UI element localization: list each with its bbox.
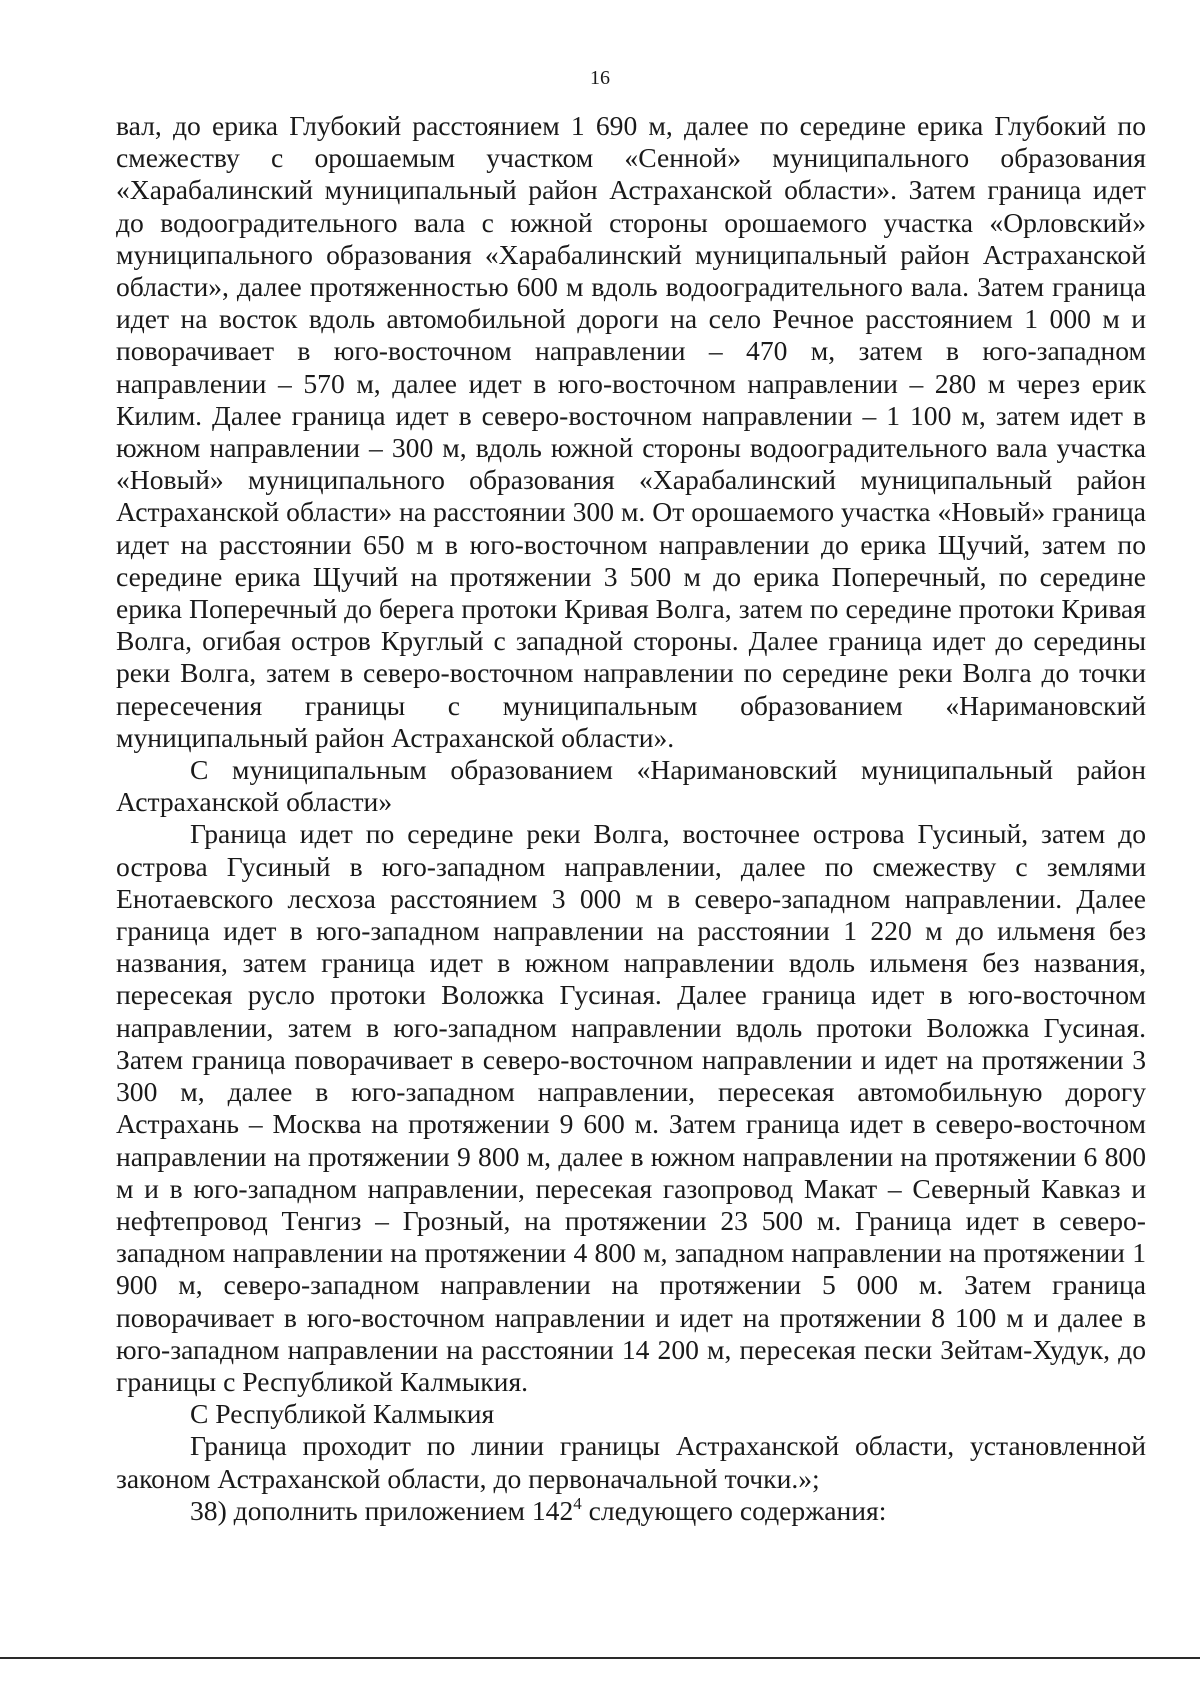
page-number: 16 (590, 67, 610, 89)
paragraph-boundary-kalmykia: Граница проходит по линии границы Астраханской области, установленной законом Астраханской области, до первоначальной точки.»; (116, 1430, 1146, 1494)
section-heading-narimanov: С муниципальным образованием «Наримановский муниципальный район Астраханской области» (116, 754, 1146, 818)
paragraph-amendment-38 (116, 1495, 1146, 1527)
amendment-text-start: 38) дополнить приложением 142 (190, 1494, 574, 1526)
bottom-divider (0, 1657, 1200, 1659)
paragraph-boundary-kharabali: вал, до ерика Глубокий расстоянием 1 690 м, далее по середине ерика Глубокий по смежеству с орошаемым участком «Сенной» муниципального образования «Харабалинский муниципальный район Астраханской области». Затем граница идет до водооградительного вала с южной стороны орошаемого участка «Орловский» муниципального образования «Харабалинский муниципальный район Астраханской области», далее протяженностью 600 м вдоль водооградительного вала. Затем граница идет на восток вдоль автомобильной дороги на село Речное расстоянием 1 000 м и поворачивает в юго-восточном направлении – 470 м, затем в юго-западном направлении – 570 м, далее идет в юго-восточном направлении – 280 м через ерик Килим. Далее граница идет в северо-восточном направлении – 1 100 м, затем идет в южном направлении – 300 м, вдоль южной стороны водооградительного вала участка «Новый» муниципального образования «Харабалинский муниципальный район Астраханской области» на расстоянии 300 м. От орошаемого участка «Новый» граница идет на расстоянии 650 м в юго-восточном направлении до ерика Щучий, затем по середине ерика Щучий на протяжении 3 500 м до ерика Поперечный, по середине ерика Поперечный до берега протоки Кривая Волга, затем по середине протоки Кривая Волга, огибая остров Круглый с западной стороны. Далее граница идет до середины реки Волга, затем в северо-восточном направлении по середине реки Волга до точки пересечения границы с муниципальным образованием «Наримановский муниципальный район Астраханской области». (116, 110, 1146, 753)
amendment-text-end: следующего содержания: (581, 1494, 887, 1526)
paragraph-boundary-narimanov: Граница идет по середине реки Волга, восточнее острова Гусиный, затем до острова Гусиный в юго-западном направлении, далее по смежеству с землями Енотаевского лесхоза расстоянием 3 000 м в северо-западном направлении. Далее граница идет в юго-западном направлении на расстоянии 1 220 м до ильменя без названия, затем граница идет в южном направлении вдоль ильменя без названия, пересекая русло протоки Воложка Гусиная. Далее граница идет в юго-восточном направлении, затем в юго-западном направлении вдоль протоки Воложка Гусиная. Затем граница поворачивает в северо-восточном направлении и идет на протяжении 3 300 м, далее в юго-западном направлении, пересекая автомобильную дорогу Астрахань – Москва на протяжении 9 600 м. Затем граница идет в северо-восточном направлении на протяжении 9 800 м, далее в южном направлении на протяжении 6 800 м и в юго-западном направлении, пересекая газопровод Макат – Северный Кавказ и нефтепровод Тенгиз – Грозный, на протяжении 23 500 м. Граница идет в северо-западном направлении на протяжении 4 800 м, западном направлении на протяжении 1 900 м, северо-западном направлении на протяжении 5 000 м. Затем граница поворачивает в юго-восточном направлении и идет на протяжении 8 100 м и далее в юго-западном направлении на расстоянии 14 200 м, пересекая пески Зейтам-Худук, до границы с Республикой Калмыкия. (116, 818, 1146, 1397)
appendix-superscript: 4 (573, 1493, 582, 1513)
document-body (116, 110, 1146, 1527)
section-heading-kalmykia: С Республикой Калмыкия (190, 1398, 495, 1430)
